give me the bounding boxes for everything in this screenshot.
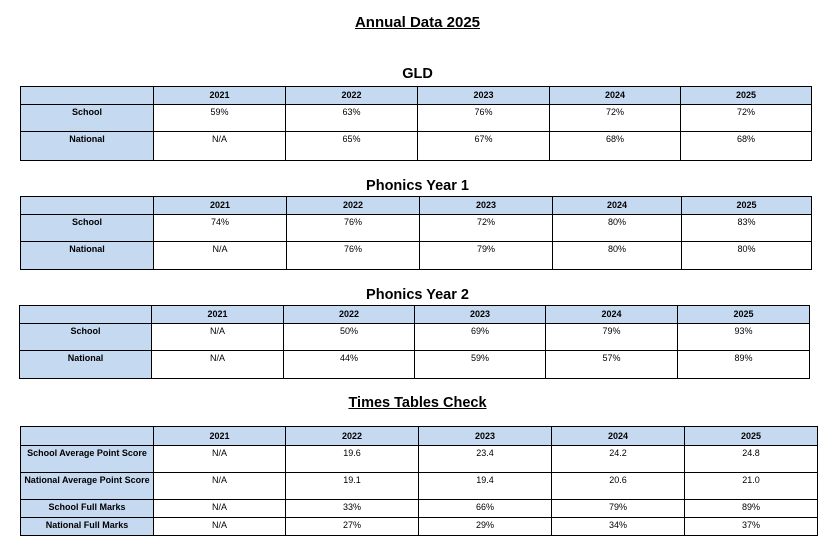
header-cell: 2021 bbox=[154, 427, 286, 446]
table-cell: 76% bbox=[287, 242, 420, 270]
table-cell: N/A bbox=[154, 500, 286, 518]
table-header-row bbox=[21, 87, 812, 105]
table-cell: 83% bbox=[682, 215, 812, 242]
table-cell: 79% bbox=[552, 500, 685, 518]
header-cell: 2024 bbox=[552, 427, 685, 446]
row-label: School bbox=[20, 324, 152, 351]
header-cell bbox=[21, 87, 154, 105]
table-cell: 59% bbox=[415, 351, 546, 379]
table-row bbox=[21, 215, 812, 242]
table-header-row bbox=[21, 427, 818, 446]
header-cell: 2025 bbox=[681, 87, 812, 105]
row-label: National bbox=[21, 132, 154, 161]
table-row bbox=[21, 518, 818, 536]
table-gld bbox=[20, 86, 812, 161]
header-cell: 2025 bbox=[678, 306, 810, 324]
table-cell: 72% bbox=[550, 105, 681, 132]
section-title-gld: GLD bbox=[402, 66, 433, 82]
row-label: School bbox=[21, 215, 154, 242]
table-cell: 27% bbox=[286, 518, 419, 536]
table-cell: N/A bbox=[154, 518, 286, 536]
header-cell: 2022 bbox=[286, 427, 419, 446]
table-cell: N/A bbox=[152, 324, 284, 351]
table-cell: 80% bbox=[553, 215, 682, 242]
header-cell: 2023 bbox=[419, 427, 552, 446]
header-cell: 2022 bbox=[284, 306, 415, 324]
row-label: National bbox=[21, 242, 154, 270]
header-cell: 2023 bbox=[420, 197, 553, 215]
header-cell: 2022 bbox=[287, 197, 420, 215]
header-cell: 2021 bbox=[152, 306, 284, 324]
document-title: Annual Data 2025 bbox=[354, 14, 481, 31]
table-cell: N/A bbox=[154, 446, 286, 473]
header-cell: 2024 bbox=[553, 197, 682, 215]
header-cell: 2025 bbox=[682, 197, 812, 215]
table-cell: 72% bbox=[420, 215, 553, 242]
table-cell: 69% bbox=[415, 324, 546, 351]
row-label: School bbox=[21, 105, 154, 132]
table-cell: 74% bbox=[154, 215, 287, 242]
table-header-row bbox=[20, 306, 810, 324]
table-cell: 37% bbox=[685, 518, 818, 536]
table-cell: 93% bbox=[678, 324, 810, 351]
table-cell: 80% bbox=[682, 242, 812, 270]
row-label: National Full Marks bbox=[21, 518, 154, 536]
table-cell: 68% bbox=[681, 132, 812, 161]
section-title-phonics-year-2: Phonics Year 2 bbox=[366, 287, 469, 303]
table-cell: 80% bbox=[553, 242, 682, 270]
table-cell: 24.2 bbox=[552, 446, 685, 473]
table-cell: 23.4 bbox=[419, 446, 552, 473]
section-title-phonics-year-1: Phonics Year 1 bbox=[366, 178, 469, 194]
table-row bbox=[21, 446, 818, 473]
table-cell: 63% bbox=[286, 105, 418, 132]
table-cell: N/A bbox=[154, 473, 286, 500]
table-cell: 89% bbox=[678, 351, 810, 379]
header-cell: 2025 bbox=[685, 427, 818, 446]
table-cell: 50% bbox=[284, 324, 415, 351]
table-phonics-year-2 bbox=[19, 305, 810, 379]
row-label: National bbox=[20, 351, 152, 379]
table-cell: 79% bbox=[420, 242, 553, 270]
table-row bbox=[21, 473, 818, 500]
table-cell: 59% bbox=[154, 105, 286, 132]
header-cell: 2023 bbox=[415, 306, 546, 324]
table-cell: 20.6 bbox=[552, 473, 685, 500]
table-cell: N/A bbox=[152, 351, 284, 379]
table-row bbox=[20, 324, 810, 351]
table-cell: 24.8 bbox=[685, 446, 818, 473]
table-cell: N/A bbox=[154, 132, 286, 161]
header-cell: 2021 bbox=[154, 197, 287, 215]
table-cell: 72% bbox=[681, 105, 812, 132]
table-cell: 66% bbox=[419, 500, 552, 518]
row-label: School Average Point Score bbox=[21, 446, 154, 473]
table-cell: 44% bbox=[284, 351, 415, 379]
table-cell: N/A bbox=[154, 242, 287, 270]
table-cell: 21.0 bbox=[685, 473, 818, 500]
table-header-row bbox=[21, 197, 812, 215]
table-cell: 76% bbox=[418, 105, 550, 132]
header-cell: 2022 bbox=[286, 87, 418, 105]
table-cell: 57% bbox=[546, 351, 678, 379]
header-cell: 2024 bbox=[550, 87, 681, 105]
header-cell: 2024 bbox=[546, 306, 678, 324]
header-cell bbox=[21, 427, 154, 446]
table-row bbox=[20, 351, 810, 379]
table-row bbox=[21, 500, 818, 518]
table-cell: 76% bbox=[287, 215, 420, 242]
table-row bbox=[21, 105, 812, 132]
row-label: National Average Point Score bbox=[21, 473, 154, 500]
table-cell: 67% bbox=[418, 132, 550, 161]
row-label: School Full Marks bbox=[21, 500, 154, 518]
table-cell: 68% bbox=[550, 132, 681, 161]
table-row bbox=[21, 242, 812, 270]
table-times-tables-check bbox=[20, 426, 818, 536]
table-cell: 34% bbox=[552, 518, 685, 536]
table-cell: 33% bbox=[286, 500, 419, 518]
section-title-times-tables-check: Times Tables Check bbox=[348, 395, 487, 411]
table-cell: 19.4 bbox=[419, 473, 552, 500]
header-cell: 2021 bbox=[154, 87, 286, 105]
table-cell: 79% bbox=[546, 324, 678, 351]
table-cell: 19.6 bbox=[286, 446, 419, 473]
table-cell: 65% bbox=[286, 132, 418, 161]
header-cell: 2023 bbox=[418, 87, 550, 105]
table-cell: 29% bbox=[419, 518, 552, 536]
table-phonics-year-1 bbox=[20, 196, 812, 270]
header-cell bbox=[21, 197, 154, 215]
table-cell: 89% bbox=[685, 500, 818, 518]
table-cell: 19.1 bbox=[286, 473, 419, 500]
table-row bbox=[21, 132, 812, 161]
header-cell bbox=[20, 306, 152, 324]
